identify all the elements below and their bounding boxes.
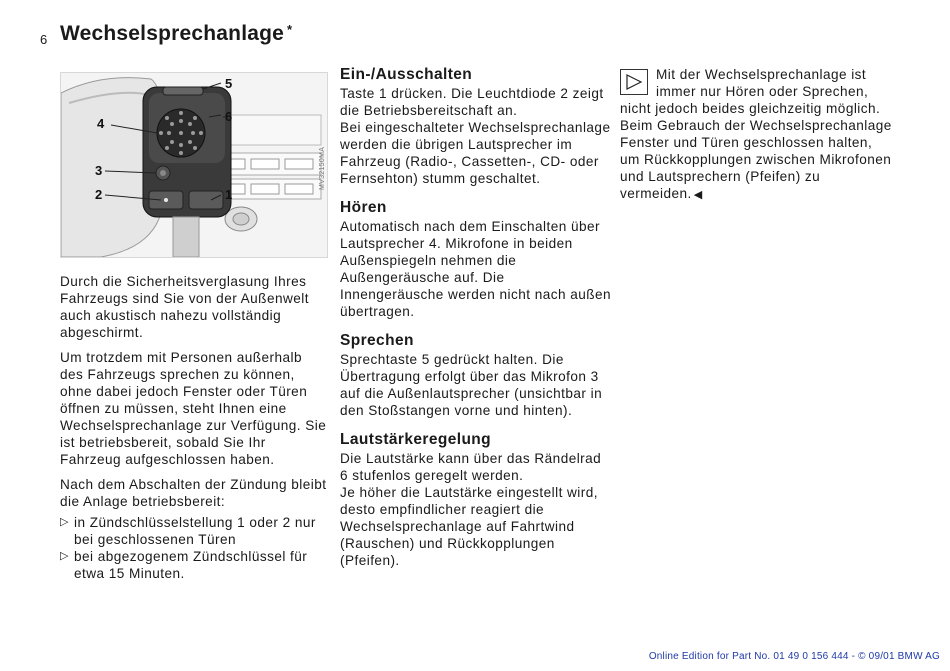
- paragraph: Um trotzdem mit Personen außerhalb des Fahrzeugs sprechen zu können, ohne dabei jedoch Fenster oder Türen öffnen zu müssen, steht Ihnen eine Wechselsprechanlage zur Verfügung. Sie ist betriebsbereit, sobald Sie Ihr Fahrzeug aufgeschlossen haben.: [60, 350, 327, 467]
- intercom-diagram: [61, 73, 327, 257]
- figure-code: MV32150MA: [319, 146, 326, 190]
- list-item: ▷ in Zündschlüsselstellung 1 oder 2 nur bei geschlossenen Türen: [60, 515, 316, 547]
- section-text: Taste 1 drücken. Die Leuchtdiode 2 zeigt die Betriebsbereitschaft an.: [340, 86, 604, 118]
- triangle-bullet-icon: ▷: [60, 550, 69, 562]
- section-text: Je höher die Lautstärke eingestellt wird, desto empfindlicher reagiert die Wechselsprechanlage auf Fahrtwind (Rauschen) und Rückkopplungen (Pfeifen).: [340, 485, 598, 568]
- page-title-text: Wechselsprechanlage: [60, 22, 285, 45]
- page-title: [60, 22, 292, 46]
- callout-4: 4: [97, 116, 105, 131]
- callout-2: 2: [95, 187, 103, 202]
- section-text: Sprechtaste 5 gedrückt halten. Die Übertragung erfolgt über das Mikrofon 3 auf die Außenlautsprecher (unsichtbar in den Stoßstangen vorne und hinten).: [340, 352, 603, 418]
- paragraph: Nach dem Abschalten der Zündung bleibt die Anlage betriebsbereit:: [60, 477, 327, 509]
- note-text: Beim Gebrauch der Wechselsprechanlage Fenster und Türen geschlossen halten, um Rückkopplungen zwischen Mikrofonen und Lautsprechern (Pfeifen) zu vermeiden. ◀: [620, 118, 892, 201]
- section-text: Die Lautstärke kann über das Rändelrad 6 stufenlos geregelt werden.: [340, 451, 602, 483]
- section-lautstaerkeregelung: [340, 431, 612, 569]
- section-heading: Sprechen: [340, 332, 414, 349]
- paragraph: Durch die Sicherheitsverglasung Ihres Fahrzeugs sind Sie von der Außenwelt auch akustisch nahezu vollständig abgeschirmt.: [60, 274, 309, 340]
- footer-edition-note: Online Edition for Part No. 01 49 0 156 444 - © 09/01 BMW AG: [648, 651, 940, 662]
- end-triangle-icon: ◀: [693, 189, 703, 201]
- section-heading: Hören: [340, 199, 387, 216]
- intercom-control-illustration: [60, 72, 328, 258]
- section-ein-ausschalten: [340, 66, 612, 187]
- column-middle: [340, 66, 612, 581]
- note-triangle-icon: [620, 69, 648, 95]
- title-asterisk: *: [287, 22, 293, 37]
- callout-5: 5: [225, 76, 233, 91]
- callout-1: 1: [225, 187, 233, 202]
- section-hoeren: [340, 199, 612, 320]
- note-text: Mit der Wechselsprechanlage ist immer nur Hören oder Sprechen, nicht jedoch beides gleichzeitig möglich.: [620, 67, 881, 116]
- page-number: 6: [40, 32, 48, 47]
- callout-6: 6: [225, 109, 233, 124]
- bullet-list: [60, 514, 328, 582]
- column-left: [60, 273, 328, 582]
- triangle-bullet-icon: ▷: [60, 516, 69, 528]
- list-item: ▷ bei abgezogenem Zündschlüssel für etwa 15 Minuten.: [60, 549, 308, 581]
- callout-3: 3: [95, 163, 103, 178]
- section-text: Automatisch nach dem Einschalten über Lautsprecher 4. Mikrofone in beiden Außenspiegeln nehmen die Außengeräusche auf. Die Innengeräusche werden nicht nach außen übertragen.: [340, 219, 612, 319]
- column-right: [620, 66, 892, 204]
- section-text: Bei eingeschalteter Wechselsprechanlage werden die übrigen Lautsprecher im Fahrzeug (Radio-, Cassetten-, CD- oder Fernsehton) stumm geschaltet.: [340, 120, 611, 186]
- section-sprechen: [340, 332, 612, 419]
- section-heading: Ein-/Ausschalten: [340, 66, 473, 83]
- section-heading: Lautstärkeregelung: [340, 431, 492, 448]
